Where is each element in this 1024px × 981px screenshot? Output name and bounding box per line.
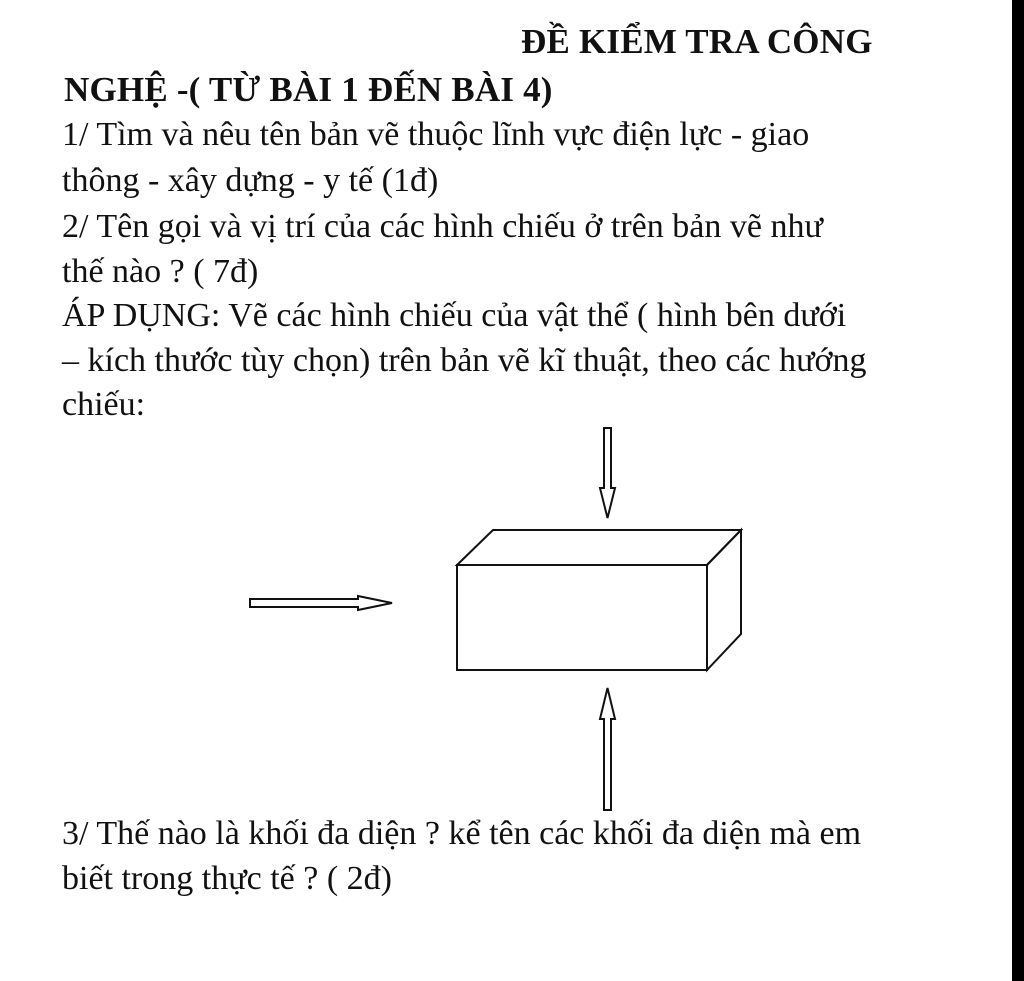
box-top-face (457, 530, 741, 565)
arrow-from-left (250, 596, 392, 610)
question-1-line-1: 1/ Tìm và nêu tên bản vẽ thuộc lĩnh vực điện lực - giao (62, 116, 810, 153)
question-3-line-2: biết trong thực tế ? ( 2đ) (62, 860, 392, 897)
exam-title-line-2: NGHỆ -( TỪ BÀI 1 ĐẾN BÀI 4) (64, 70, 553, 109)
arrow-from-bottom (600, 688, 615, 810)
question-3-line-1: 3/ Thế nào là khối đa diện ? kể tên các khối đa diện mà em (62, 815, 862, 852)
question-2-line-2: thế nào ? ( 7đ) (62, 253, 259, 290)
exam-title-line-1: ĐỀ KIỂM TRA CÔNG (521, 22, 873, 61)
screen-edge (1012, 0, 1024, 981)
apply-line-2: – kích thước tùy chọn) trên bản vẽ kĩ thuật, theo các hướng (62, 342, 867, 379)
question-2-line-1: 2/ Tên gọi và vị trí của các hình chiếu ở trên bản vẽ như (62, 208, 823, 245)
box-side-face (707, 530, 741, 670)
apply-line-3: chiếu: (62, 386, 146, 423)
box-front-face (457, 565, 707, 670)
question-1-line-2: thông - xây dựng - y tế (1đ) (62, 162, 439, 199)
arrow-from-top (600, 428, 615, 518)
box-object (457, 530, 741, 670)
apply-line-1: ÁP DỤNG: Vẽ các hình chiếu của vật thể ( hình bên dưới (62, 297, 847, 334)
